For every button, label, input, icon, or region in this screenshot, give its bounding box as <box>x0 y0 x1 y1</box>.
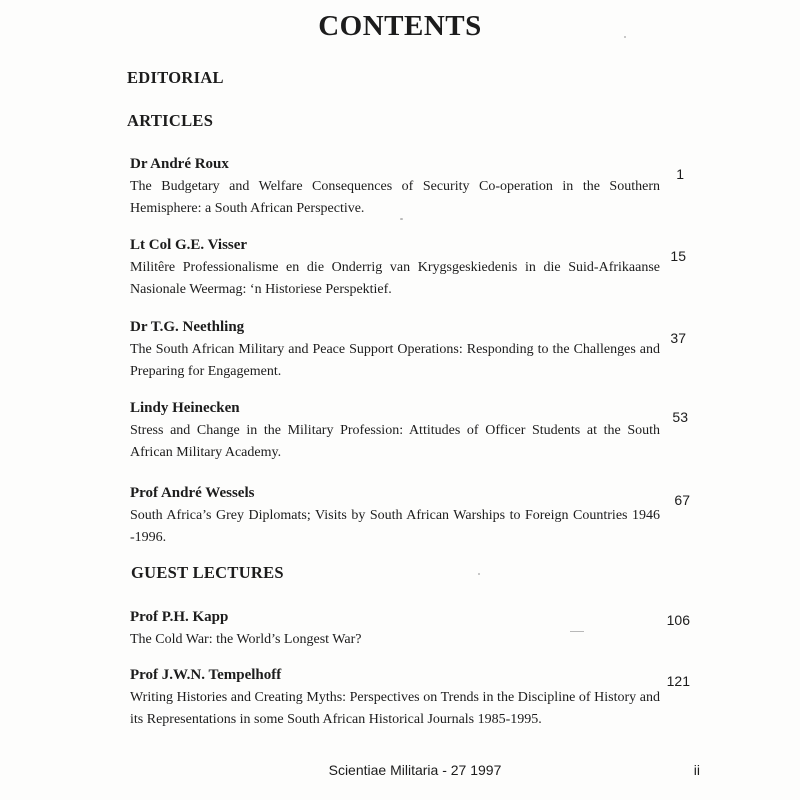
toc-entry-wessels[interactable] <box>130 483 660 548</box>
entry-title: The Cold War: the World’s Longest War? <box>130 632 362 647</box>
entry-title: South Africa’s Grey Diplomats; Visits by South African Warships to Foreign Countries 1946 -1996. <box>130 508 660 545</box>
toc-entry-visser[interactable] <box>130 235 660 300</box>
page-title: CONTENTS <box>318 10 482 42</box>
entry-author: Prof André Wessels <box>130 485 255 501</box>
footer-journal-name: Scientiae Militaria - 27 1997 <box>328 762 502 778</box>
entry-title: Stress and Change in the Military Profession: Attitudes of Officer Students at the South African Military Academy. <box>130 423 660 460</box>
entry-author: Prof J.W.N. Tempelhoff <box>130 667 282 683</box>
section-editorial: EDITORIAL <box>127 68 224 87</box>
entry-page-number: 53 <box>672 409 688 425</box>
entry-title: The Budgetary and Welfare Consequences of Security Co-operation in the Southern Hemisphere: a South African Perspective. <box>130 179 660 216</box>
section-articles: ARTICLES <box>127 111 214 130</box>
entry-author: Dr T.G. Neethling <box>130 319 245 335</box>
entry-title: Militêre Professionalisme en die Onderrig van Krygsgeskiedenis in die Suid-Afrikaanse Nasionale Weermag: ‘n Historiese Perspektief. <box>130 260 660 297</box>
scan-speck <box>478 573 480 575</box>
toc-entry-roux[interactable] <box>130 154 660 219</box>
entry-page-number: 37 <box>670 330 686 346</box>
section-guest-lectures: GUEST LECTURES <box>131 563 284 582</box>
toc-entry-heinecken[interactable] <box>130 398 660 463</box>
entry-page-number: 15 <box>670 248 686 264</box>
toc-entry-kapp[interactable] <box>130 607 660 651</box>
entry-page-number: 67 <box>674 492 690 508</box>
footer-page-number: ii <box>693 762 700 778</box>
entry-page-number: 121 <box>666 673 690 689</box>
entry-author: Lt Col G.E. Visser <box>130 237 248 253</box>
scan-speck <box>570 631 584 632</box>
entry-title: Writing Histories and Creating Myths: Perspectives on Trends in the Discipline of History and its Representations in some South African Historical Journals 1985-1995. <box>130 690 660 727</box>
entry-author: Prof P.H. Kapp <box>130 609 229 625</box>
scan-speck <box>624 36 626 38</box>
entry-page-number: 1 <box>676 166 684 182</box>
toc-entry-neethling[interactable] <box>130 317 660 382</box>
entry-author: Dr André Roux <box>130 156 229 172</box>
entry-title: The South African Military and Peace Support Operations: Responding to the Challenges and Preparing for Engagement. <box>130 342 660 379</box>
entry-author: Lindy Heinecken <box>130 400 240 416</box>
toc-entry-tempelhoff[interactable] <box>130 665 660 730</box>
entry-page-number: 106 <box>666 612 690 628</box>
scan-speck <box>400 218 403 220</box>
